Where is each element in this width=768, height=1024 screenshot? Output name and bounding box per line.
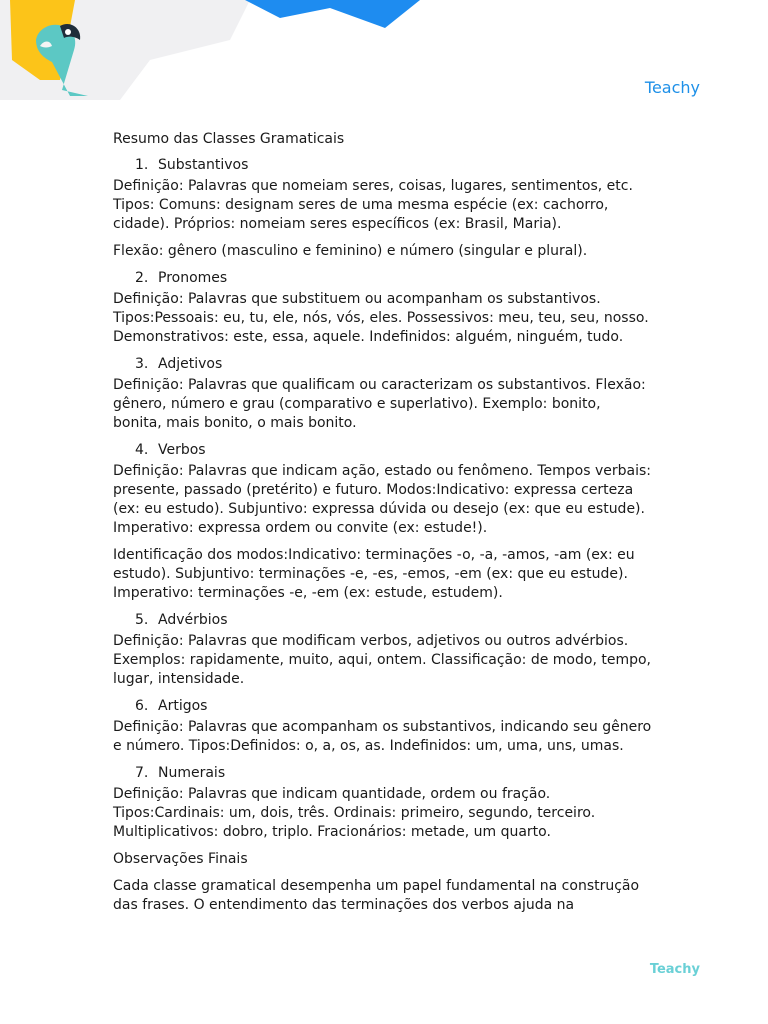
section-pronomes xyxy=(113,269,653,347)
section-adverbios xyxy=(113,611,653,689)
brand-header-logo: Teachy xyxy=(644,78,700,97)
section-heading: 3. Adjetivos xyxy=(135,356,223,372)
final-heading: Observações Finais xyxy=(113,851,248,867)
section-paragraph: Definição: Palavras que nomeiam seres, coisas, lugares, sentimentos, etc. Tipos: Comuns: designam seres de uma mesma espécie (ex: cachorro, cidade). Próprios: nomeiam seres específicos (ex: Brasil, Maria). xyxy=(113,178,633,232)
section-substantivos xyxy=(113,156,653,261)
section-paragraph: Definição: Palavras que substituem ou acompanham os substantivos. Tipos:Pessoais: eu, tu, ele, nós, vós, eles. Possessivos: meu, teu, seu, nosso. Demonstrativos: este, essa, aquele. Indefinidos: alguém, ninguém, tudo. xyxy=(113,291,649,345)
document-title: Resumo das Classes Gramaticais xyxy=(113,131,345,147)
section-heading: 6. Artigos xyxy=(135,698,208,714)
section-paragraph: Flexão: gênero (masculino e feminino) e número (singular e plural). xyxy=(113,243,588,259)
section-paragraph: Definição: Palavras que indicam ação, estado ou fenômeno. Tempos verbais: presente, passado (pretérito) e futuro. Modos:Indicativo: expressa certeza (ex: eu estudo). Subjuntivo: expressa dúvida ou desejo (ex: que eu estude). Imperativo: expressa ordem ou convite (ex: estude!). xyxy=(113,463,651,536)
brand-footer-logo: Teachy xyxy=(649,962,700,977)
final-paragraph: Cada classe gramatical desempenha um papel fundamental na construção das frases. O entendimento das terminações dos verbos ajuda na xyxy=(113,878,640,913)
section-paragraph: Definição: Palavras que qualificam ou caracterizam os substantivos. Flexão: gênero, número e grau (comparativo e superlativo). Exemplo: bonito, bonita, mais bonito, o mais bonito. xyxy=(113,377,646,431)
section-heading: 1. Substantivos xyxy=(135,157,249,173)
section-heading: 5. Advérbios xyxy=(135,612,228,628)
section-adjetivos xyxy=(113,355,653,433)
section-heading: 7. Numerais xyxy=(135,765,226,781)
section-heading: 4. Verbos xyxy=(135,442,206,458)
section-paragraph: Definição: Palavras que modificam verbos, adjetivos ou outros advérbios. Exemplos: rapidamente, muito, aqui, ontem. Classificação: de modo, tempo, lugar, intensidade. xyxy=(113,633,651,687)
section-artigos xyxy=(113,697,653,756)
document-body xyxy=(113,130,653,923)
section-numerais xyxy=(113,764,653,842)
section-heading: 2. Pronomes xyxy=(135,270,228,286)
section-verbos xyxy=(113,441,653,603)
section-paragraph: Definição: Palavras que acompanham os substantivos, indicando seu gênero e número. Tipos:Definidos: o, a, os, as. Indefinidos: um, uma, uns, umas. xyxy=(113,719,652,754)
section-paragraph: Identificação dos modos:Indicativo: terminações -o, -a, -amos, -am (ex: eu estudo). Subjuntivo: terminações -e, -es, -emos, -em (ex: que eu estude). Imperativo: terminações -e, -em (ex: estude, estudem). xyxy=(113,547,635,601)
section-paragraph: Definição: Palavras que indicam quantidade, ordem ou fração. Tipos:Cardinais: um, dois, três. Ordinais: primeiro, segundo, terceiro. Multiplicativos: dobro, triplo. Fracionários: metade, um quarto. xyxy=(113,786,596,840)
